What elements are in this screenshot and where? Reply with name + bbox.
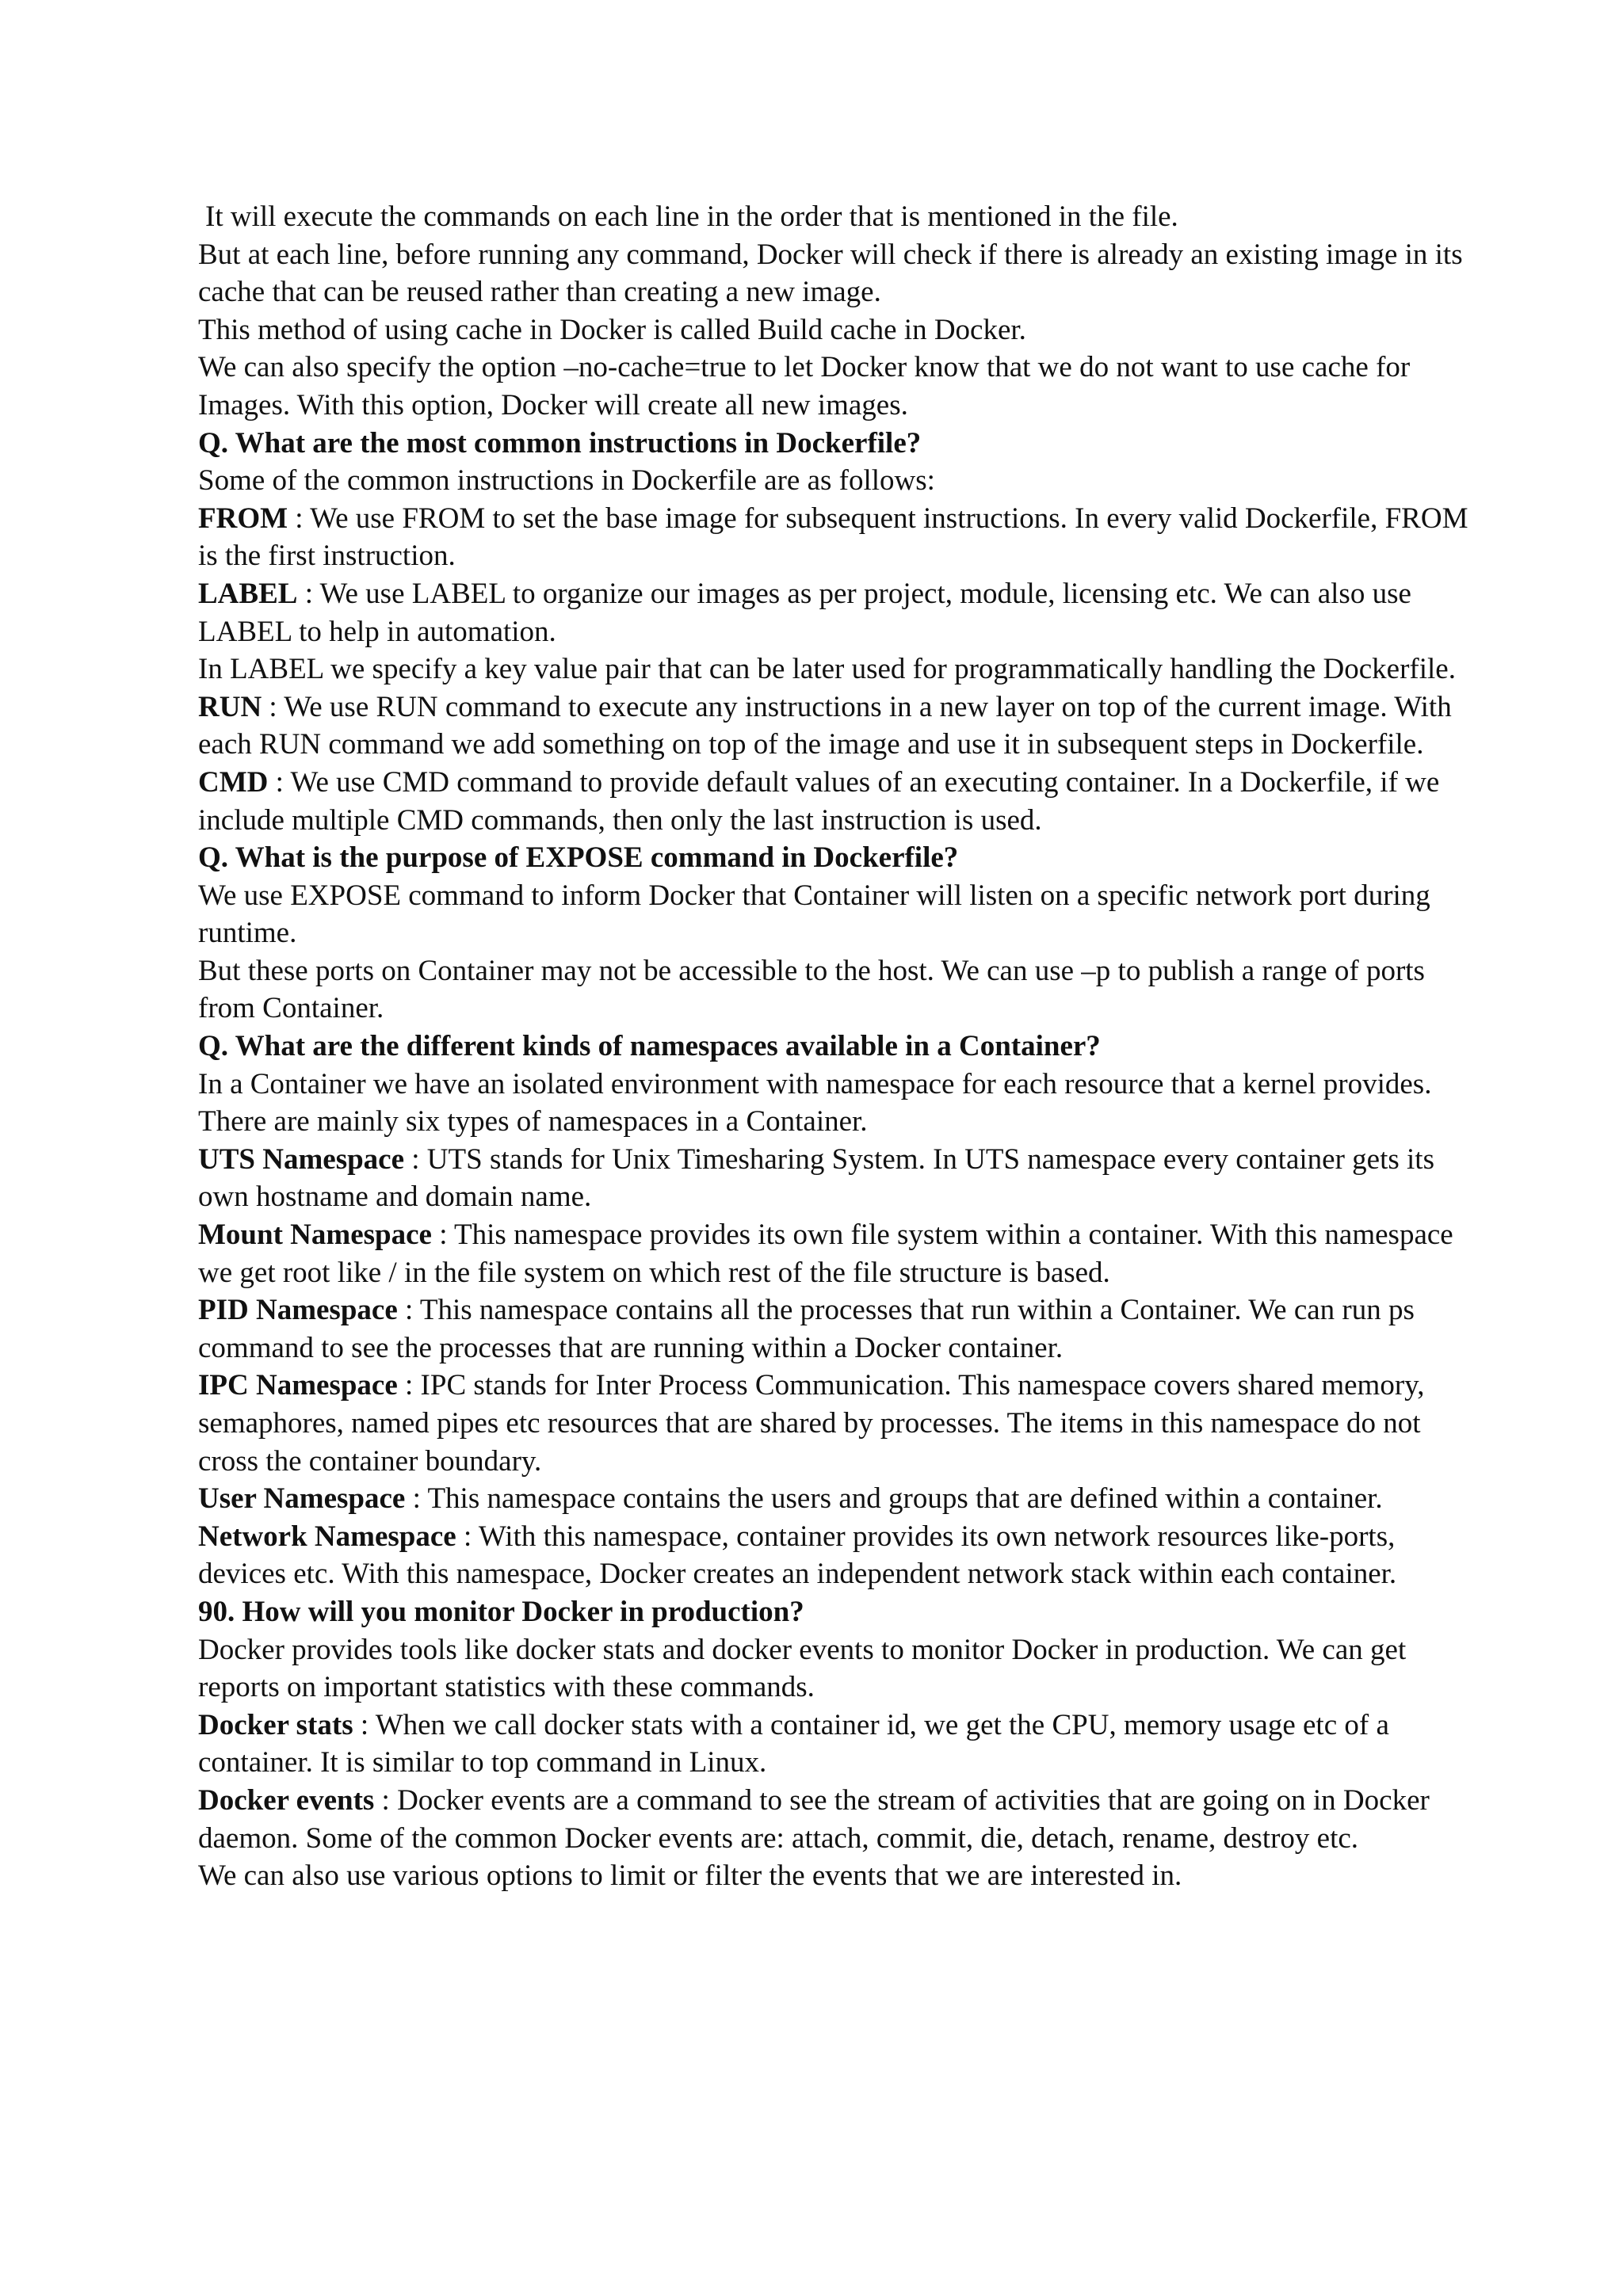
body-paragraph: But at each line, before running any command, Docker will check if there is already an existing image in its cache that can be reused rather than creating a new image.: [198, 238, 1463, 309]
definition-paragraph: [198, 1782, 1482, 1857]
term-label: Docker events: [198, 1783, 375, 1817]
definition-paragraph: [198, 1480, 1482, 1518]
body-paragraph: This method of using cache in Docker is called Build cache in Docker.: [198, 313, 1026, 346]
term-description: : We use CMD command to provide default values of an executing container. In a Dockerfile, if we include multiple CMD commands, then only the last instruction is used.: [198, 765, 1440, 837]
definition-paragraph: [198, 1216, 1482, 1291]
term-description: : With this namespace, container provides its own network resources like-ports, devices etc. With this namespace, Docker creates an independent network stack within each container.: [198, 1520, 1397, 1591]
term-description: : When we call docker stats with a container id, we get the CPU, memory usage etc of a container. It is similar to top command in Linux.: [198, 1708, 1389, 1779]
definition-paragraph: [198, 500, 1482, 575]
definition-paragraph: [198, 688, 1482, 764]
term-description: : This namespace provides its own file system within a container. With this namespace we get root like / in the file system on which rest of the file structure is based.: [198, 1219, 1453, 1289]
body-paragraph: In LABEL we specify a key value pair that can be later used for programmatically handling the Dockerfile.: [198, 653, 1456, 686]
term-label: Docker stats: [198, 1708, 353, 1741]
body-paragraph: But these ports on Container may not be accessible to the host. We can use –p to publish a range of ports from Container.: [198, 954, 1425, 1025]
term-label: Network Namespace: [198, 1520, 456, 1553]
body-paragraph: We use EXPOSE command to inform Docker that Container will listen on a specific network port during runtime.: [198, 879, 1430, 950]
definition-paragraph: [198, 1707, 1482, 1782]
term-description: : Docker events are a command to see the stream of activities that are going on in Docker daemon. Some of the common Docker events are: attach, commit, die, detach, rename, destroy etc.: [198, 1783, 1430, 1855]
term-description: : This namespace contains all the processes that run within a Container. We can run ps command to see the processes that are running within a Docker container.: [198, 1294, 1415, 1364]
definition-paragraph: [198, 575, 1482, 650]
term-description: : IPC stands for Inter Process Communication. This namespace covers shared memory, semaphores, named pipes etc resources that are shared by processes. The items in this namespace do not cross the container boundary.: [198, 1369, 1425, 1478]
term-description: : We use RUN command to execute any instructions in a new layer on top of the current image. With each RUN command we add something on top of the image and use it in subsequent steps in Dockerfile.: [198, 690, 1452, 761]
question-heading: Q. What are the different kinds of namespaces available in a Container?: [198, 1030, 1101, 1063]
definition-paragraph: [198, 1518, 1482, 1593]
definition-paragraph: [198, 1291, 1482, 1367]
body-paragraph: Docker provides tools like docker stats and docker events to monitor Docker in production. We can get reports on important statistics with these commands.: [198, 1633, 1407, 1704]
term-description: : UTS stands for Unix Timesharing System. In UTS namespace every container gets its own hostname and domain name.: [198, 1142, 1434, 1214]
term-label: CMD: [198, 765, 269, 799]
term-label: Mount Namespace: [198, 1219, 432, 1252]
document-body: [198, 198, 1482, 1895]
term-label: PID Namespace: [198, 1294, 398, 1327]
term-description: : We use LABEL to organize our images as per project, module, licensing etc. We can also use LABEL to help in automation.: [198, 577, 1411, 648]
term-label: LABEL: [198, 577, 298, 610]
definition-paragraph: [198, 764, 1482, 839]
body-paragraph: We can also use various options to limit or filter the events that we are interested in.: [198, 1859, 1182, 1893]
term-label: IPC Namespace: [198, 1369, 398, 1402]
body-paragraph: It will execute the commands on each line in the order that is mentioned in the file.: [205, 200, 1178, 233]
term-label: FROM: [198, 502, 288, 535]
term-description: : This namespace contains the users and groups that are defined within a container.: [405, 1482, 1383, 1516]
term-label: User Namespace: [198, 1482, 406, 1516]
body-paragraph: Some of the common instructions in Dockerfile are as follows:: [198, 464, 935, 498]
definition-paragraph: [198, 1141, 1482, 1216]
term-label: UTS Namespace: [198, 1142, 405, 1176]
question-heading: Q. What are the most common instructions in Dockerfile?: [198, 426, 922, 460]
question-heading: 90. How will you monitor Docker in production?: [198, 1595, 804, 1628]
question-heading: Q. What is the purpose of EXPOSE command in Dockerfile?: [198, 841, 959, 875]
term-label: RUN: [198, 690, 262, 723]
definition-paragraph: [198, 1367, 1482, 1480]
body-paragraph: We can also specify the option –no-cache=true to let Docker know that we do not want to use cache for Images. With this option, Docker will create all new images.: [198, 351, 1411, 421]
term-description: : We use FROM to set the base image for subsequent instructions. In every valid Dockerfile, FROM is the first instruction.: [198, 502, 1468, 573]
body-paragraph: In a Container we have an isolated environment with namespace for each resource that a kernel provides. There are mainly six types of namespaces in a Container.: [198, 1067, 1432, 1138]
